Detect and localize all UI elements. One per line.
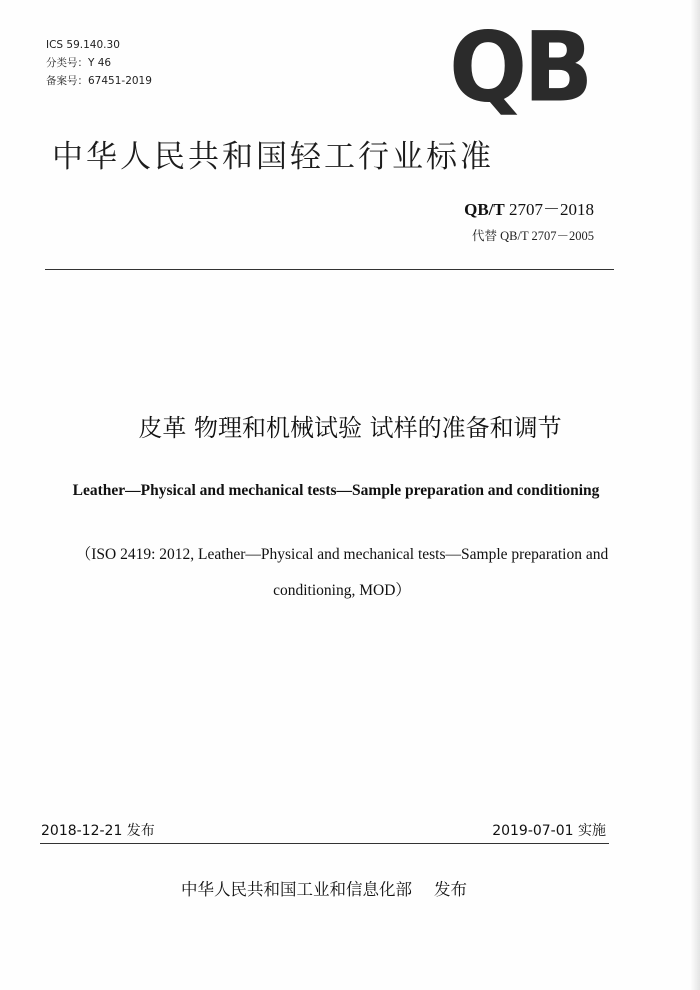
adoption-line-2: conditioning, MOD） [273, 582, 411, 599]
issuer-line [0, 876, 648, 900]
issuer-action: 发布 [434, 880, 467, 899]
bottom-divider [40, 843, 609, 844]
title-english: Leather—Physical and mechanical tests—Sample preparation and conditioning [72, 482, 600, 499]
standard-number-prefix: QB/T [464, 200, 505, 219]
top-divider [45, 269, 614, 270]
adoption-statement [0, 537, 684, 609]
replaces-standard: 代替 QB/T 2707－2005 [472, 229, 594, 243]
standard-number-value: 2707－2018 [509, 200, 594, 219]
filing-number: 备案号：67451-2019 [46, 75, 152, 87]
implementation-date: 2019-07-01 实施 [492, 823, 606, 839]
adoption-line-1: （ISO 2419: 2012, Leather—Physical and mechanical tests—Sample preparation and [75, 546, 609, 563]
page-edge-shadow [690, 0, 700, 990]
issue-date: 2018-12-21 发布 [41, 823, 155, 839]
header-meta [46, 36, 152, 90]
issuer-name: 中华人民共和国工业和信息化部 [181, 880, 412, 899]
standard-category-title: 中华人民共和国轻工行业标准 [52, 139, 494, 175]
standard-number [464, 195, 594, 220]
ics-code: ICS 59.140.30 [46, 39, 120, 51]
qb-logo: QB [449, 11, 590, 124]
title-chinese: 皮革 物理和机械试验 试样的准备和调节 [138, 414, 562, 442]
classification-code: 分类号：Y 46 [46, 57, 112, 69]
